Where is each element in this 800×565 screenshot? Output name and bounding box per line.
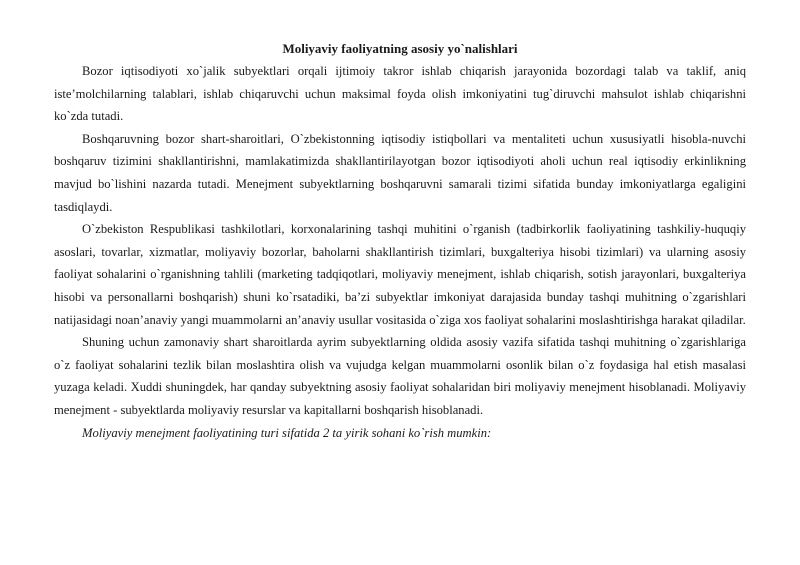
document-title: Moliyaviy faoliyatning asosiy yo`nalishlari bbox=[282, 41, 518, 56]
closing-italic-line: Moliyaviy menejment faoliyatining turi sifatida 2 ta yirik sohani ko`rish mumkin: bbox=[82, 425, 492, 440]
paragraph-2: Boshqaruvning bozor shart-sharoitlari, O`zbekistonning iqtisodiy istiqbollari va mentaliteti uchun xususiyatli hisobla-nuvchi boshqaruv tizimini shakllantirishni, mamlakatimizda shakllantirilayotgan bozor iqtisodiyoti aholi uchun real iqtisodiy erkinlikning mavjud bo`lishini nazarda tutadi. Menejment subyektlarning boshqaruvni samarali tizimi sifatida bunday imkoniyatlarga egaligini tasdiqlaydi. bbox=[54, 131, 746, 214]
paragraph-3: O`zbekiston Respublikasi tashkilotlari, korxonalarining tashqi muhitini o`rganish (tadbirkorlik faoliyatining tashkiliy-huquqiy asoslari, tovarlar, xizmatlar, moliyaviy bozorlar, baholarni shakllantirish tizimlari, buxgalteriya hisobi tizimlari) va ularning asosiy faoliyat sohalarini o`rganishning tahlili (marketing tadqiqotlari, moliyaviy menejment, ishlab chiqarish, sotish jarayonlari, buxgalteriya hisobi va personallarni boshqarish) shuni ko`rsatadiki, ba’zi subyektlar imkoniyat darajasida bunday tashqi muhitning o`zgarishlari natijasidagi noan’anaviy yangi muammolarni an’anaviy usullar vositasida o`ziga xos faoliyat sohalarini moslashtirishga harakat qiladilar. bbox=[54, 222, 746, 327]
paragraph-1: Bozor iqtisodiyoti xo`jalik subyektlari orqali ijtimoiy takror ishlab chiqarish jarayonida bozordagi talab va taklif, aniq iste’molchilarning talablari, ishlab chiqaruvchi uchun maksimal foyda olish imkoniyatini tug`diruvchi mahsulot ishlab chiqarishni ko`zda tutadi. bbox=[54, 64, 746, 124]
document-page bbox=[54, 38, 746, 444]
paragraph-4: Shuning uchun zamonaviy shart sharoitlarda ayrim subyektlarning oldida asosiy vazifa sifatida tashqi muhitning o`zgarishlariga o`z faoliyat sohalarini tezlik bilan moslashtira olish va vujudga kelgan muammolarni osonlik bilan o`z foydasiga hal etish masalasi yuzaga keladi. Xuddi shuningdek, har qanday subyektning asosiy faoliyat sohalaridan biri moliyaviy menejment hisoblanadi. Moliyaviy menejment - subyektlarda moliyaviy resurslar va kapitallarni boshqarish hisoblanadi. bbox=[54, 335, 746, 417]
